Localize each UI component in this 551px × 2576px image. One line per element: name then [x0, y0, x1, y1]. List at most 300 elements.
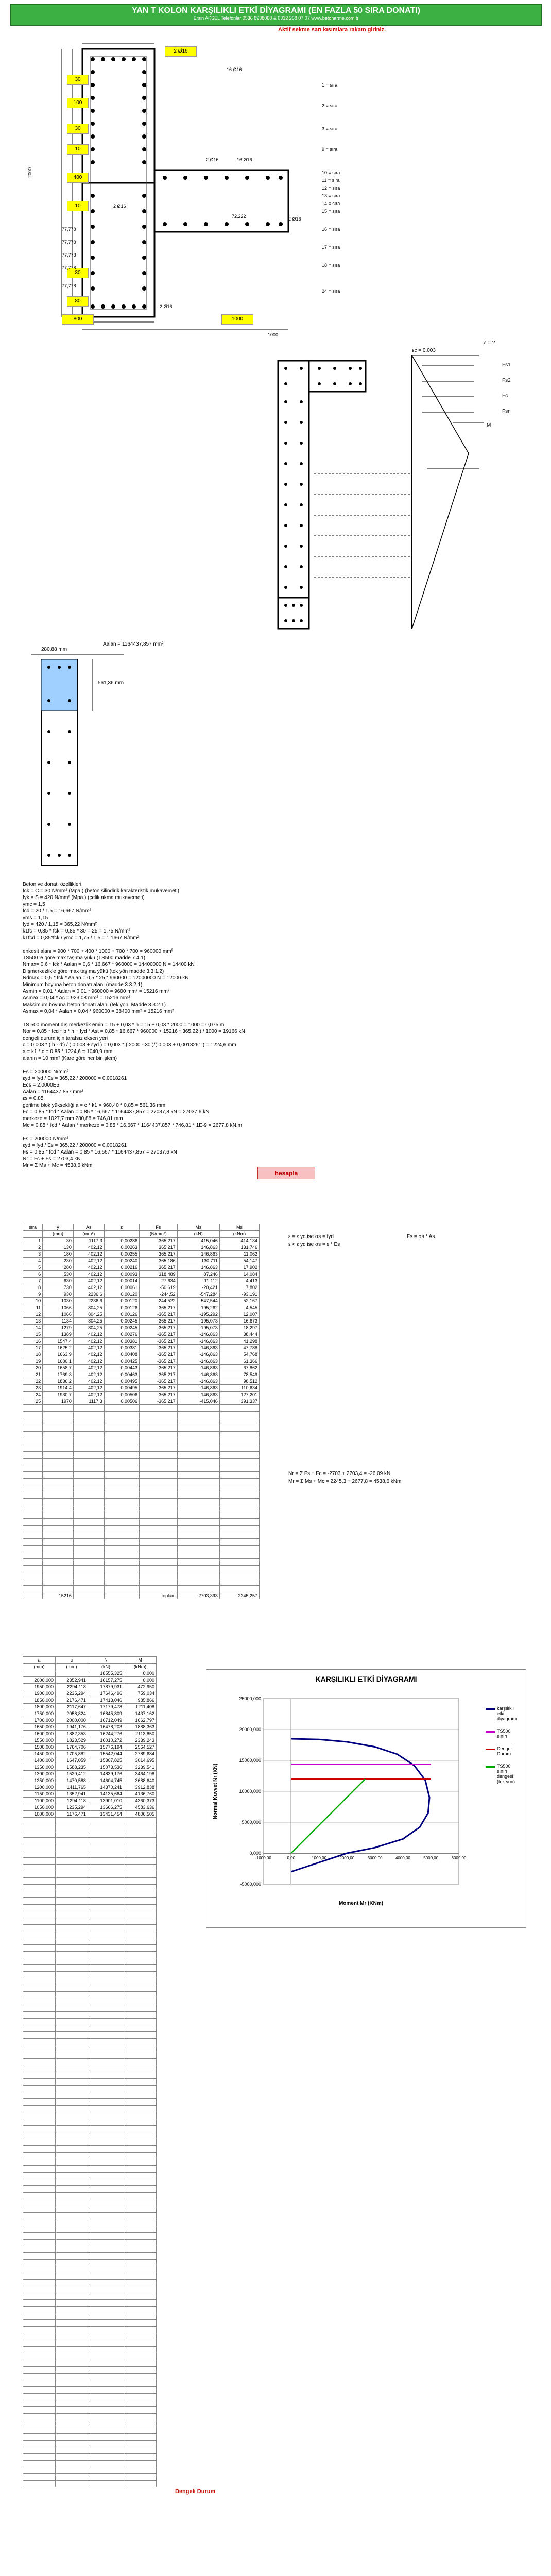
table-cell: 402,12 [73, 1331, 104, 1338]
empty-row [23, 2005, 157, 2012]
empty-row [23, 1479, 260, 1485]
legend-swatch [486, 1749, 495, 1750]
table-cell: 402,12 [73, 1244, 104, 1251]
empty-row [23, 1492, 260, 1499]
col-header: c [55, 1657, 88, 1664]
table-cell: 4,413 [219, 1278, 259, 1284]
empty-row [23, 2219, 157, 2226]
table-cell: 14 [23, 1325, 43, 1331]
table-cell: 2339,243 [124, 1737, 156, 1744]
table-cell: 17646,496 [88, 1690, 124, 1697]
table-cell: -365,217 [140, 1385, 178, 1392]
row-label-1: 1 = sıra [322, 82, 338, 88]
calc-line: Beton ve donatı özellikleri [23, 882, 81, 887]
row-label-17: 17 = sıra [322, 245, 340, 250]
force-fc: Fc [502, 393, 508, 399]
y-tick-label: -5000,000 [240, 1882, 261, 1887]
table-cell: -195,073 [177, 1325, 219, 1331]
calc-line: fyk = S = 420 N/mm² (Mpa.) (çelik akma mukavemeti) [23, 895, 145, 901]
table-cell [55, 1670, 88, 1677]
total-cell: 2245,257 [219, 1592, 259, 1599]
table-cell: 402,12 [73, 1258, 104, 1264]
empty-row [23, 1945, 157, 1952]
table-cell: 16157,275 [88, 1677, 124, 1684]
empty-row [23, 1459, 260, 1465]
calc-line: Ndmax = 0,5 * fck * Aalan = 0,5 * 25 * 960000 = 12000000 N = 12000 kN [23, 975, 189, 981]
chart-title: KARŞILIKLI ETKİ DİYAGRAMI [315, 1675, 417, 1683]
table-cell: -146,863 [177, 1351, 219, 1358]
table-cell: -365,217 [140, 1304, 178, 1311]
empty-row [23, 2273, 157, 2280]
table-cell: 804,25 [73, 1311, 104, 1318]
empty-row [23, 2213, 157, 2219]
x-tick-label: 4000,00 [395, 1856, 410, 1860]
table-cell: 1450,000 [23, 1751, 56, 1757]
table-cell: 1279 [43, 1325, 74, 1331]
table-cell: 1914,4 [43, 1385, 74, 1392]
x-tick-label: 0,00 [287, 1856, 296, 1860]
table-row [23, 1684, 157, 1690]
empty-row [23, 2065, 157, 2072]
table-cell: 0,00240 [104, 1258, 139, 1264]
table-cell: 2113,850 [124, 1731, 156, 1737]
table-cell: -365,217 [140, 1398, 178, 1405]
table-cell: 1176,471 [55, 1811, 88, 1818]
table-cell: 4136,760 [124, 1791, 156, 1798]
table-cell: -365,217 [140, 1311, 178, 1318]
table-row [23, 1238, 260, 1244]
table-cell: 1470,588 [55, 1777, 88, 1784]
table-cell: 110,634 [219, 1385, 259, 1392]
bar-label-1: 16 Ø16 [227, 67, 242, 72]
empty-row [23, 1992, 157, 1998]
table-row [23, 1791, 157, 1798]
empty-row [23, 1579, 260, 1586]
table-cell: 365,217 [140, 1251, 178, 1258]
table-cell: -415,046 [177, 1398, 219, 1405]
input-width-bottom[interactable]: 800 [62, 314, 94, 325]
input-cover-4[interactable]: 80 [67, 296, 89, 307]
table-row [23, 1338, 260, 1345]
eq-yield: ε = ε yd ise σs = fyd [288, 1234, 334, 1240]
table-cell: 14370,241 [88, 1784, 124, 1791]
table-cell: -50,619 [140, 1284, 178, 1291]
y-tick-label: 25000,000 [239, 1696, 261, 1701]
table-cell: 1700,000 [23, 1717, 56, 1724]
col-unit: (kNm) [124, 1664, 156, 1670]
table-cell: 2176,471 [55, 1697, 88, 1704]
table-cell: 280 [43, 1264, 74, 1271]
empty-row [23, 1905, 157, 1911]
table-cell: 4583,636 [124, 1804, 156, 1811]
input-spacing-2[interactable]: 10 [67, 201, 89, 211]
table-cell: 0,00286 [104, 1238, 139, 1244]
dim-sp3: 77,778 [62, 252, 76, 258]
empty-row [23, 1546, 260, 1552]
empty-row [23, 2367, 157, 2374]
table-cell: 7,802 [219, 1284, 259, 1291]
empty-row [23, 2253, 157, 2260]
table-cell: 1294,118 [55, 1798, 88, 1804]
empty-row [23, 1412, 260, 1418]
table-cell: 24 [23, 1392, 43, 1398]
table-row [23, 1291, 260, 1298]
calc-line: gerilme blok yüksekliği a = c * k1 = 960,40 * 0,85 = 561,36 mm [23, 1103, 166, 1108]
legend-item [486, 1728, 522, 1739]
table-cell: 1705,882 [55, 1751, 88, 1757]
legend-label: karşılıklı etki diyagramı [497, 1706, 518, 1721]
table-row [23, 1298, 260, 1304]
col-header: As [73, 1224, 104, 1231]
table-cell: 14135,664 [88, 1791, 124, 1798]
empty-row [23, 1425, 260, 1432]
total-row [23, 1592, 260, 1599]
empty-row [23, 2333, 157, 2340]
table-cell: 16845,809 [88, 1710, 124, 1717]
table-cell: 11,112 [177, 1278, 219, 1284]
empty-row [23, 1499, 260, 1505]
empty-row [23, 2286, 157, 2293]
input-web[interactable]: 400 [67, 173, 89, 183]
table-cell: 2235,294 [55, 1690, 88, 1697]
table-cell: 146,863 [177, 1244, 219, 1251]
table-cell: 402,12 [73, 1271, 104, 1278]
table-cell: 1300,000 [23, 1771, 56, 1777]
empty-row [23, 1978, 157, 1985]
empty-row [23, 1519, 260, 1526]
table-cell: -20,421 [177, 1284, 219, 1291]
calc-line: εyd = fyd / Es = 365,22 / 200000 = 0,0018261 [23, 1143, 127, 1148]
table-row [23, 1744, 157, 1751]
table-cell: -146,863 [177, 1385, 219, 1392]
table-cell: 1411,765 [55, 1784, 88, 1791]
table-cell: 17,902 [219, 1264, 259, 1271]
table-cell: 0,00255 [104, 1251, 139, 1258]
table-row [23, 1258, 260, 1264]
table-cell: -365,217 [140, 1392, 178, 1398]
table-row [23, 1784, 157, 1791]
table-cell: 2058,824 [55, 1710, 88, 1717]
empty-row [23, 1566, 260, 1572]
calc-line: TS 500 moment dış merkezlik emin = 15 + 0,03 * h = 15 + 0,03 * 2000 = 1000 = 0,075 m [23, 1022, 225, 1028]
table-row [23, 1351, 260, 1358]
table-row [23, 1278, 260, 1284]
table-cell: 0,00443 [104, 1365, 139, 1371]
table-cell: 30 [43, 1238, 74, 1244]
empty-row [23, 1998, 157, 2005]
table-row [23, 1710, 157, 1717]
empty-row [23, 1472, 260, 1479]
empty-row [23, 1858, 157, 1865]
calculation-block [23, 881, 435, 1169]
table-cell: 930 [43, 1291, 74, 1298]
table-cell: 20 [23, 1365, 43, 1371]
legend-label: TS500 sınırı [497, 1728, 511, 1739]
empty-row [23, 1885, 157, 1891]
table-cell: 1000,000 [23, 1811, 56, 1818]
empty-row [23, 2340, 157, 2347]
input-cover-top[interactable]: 30 [67, 75, 89, 85]
calc-line [23, 1062, 435, 1069]
table-cell: 7 [23, 1278, 43, 1284]
table-cell: 1529,412 [55, 1771, 88, 1777]
table-cell: -547,544 [177, 1298, 219, 1304]
calc-line: fcd = 20 / 1,5 = 16,667 N/mm² [23, 908, 91, 914]
table-row [23, 1764, 157, 1771]
chart-legend [486, 1706, 522, 1791]
table-row [23, 1798, 157, 1804]
table-cell: 0,00093 [104, 1271, 139, 1278]
table-row [23, 1318, 260, 1325]
empty-row [23, 1844, 157, 1851]
table-cell: 0,00276 [104, 1331, 139, 1338]
calc-line: Nr = Fc + Fs = 2703,4 kN [23, 1156, 81, 1162]
table-cell: 3239,541 [124, 1764, 156, 1771]
table-cell: -195,262 [177, 1304, 219, 1311]
empty-row [23, 2467, 157, 2474]
table-row [23, 1771, 157, 1777]
empty-row [23, 1972, 157, 1978]
input-total-width[interactable]: 1000 [221, 314, 253, 325]
empty-row [23, 2407, 157, 2414]
compression-zone-drawing [21, 649, 165, 876]
table-cell: 804,25 [73, 1318, 104, 1325]
table-cell: 3688,640 [124, 1777, 156, 1784]
empty-row [23, 1552, 260, 1559]
calculate-button[interactable]: hesapla [257, 1167, 315, 1179]
empty-row [23, 1539, 260, 1546]
table-cell: 61,366 [219, 1358, 259, 1365]
table-cell: 0,00495 [104, 1385, 139, 1392]
table-cell: 21 [23, 1371, 43, 1378]
table-cell: 67,862 [219, 1365, 259, 1371]
table-cell: 13901,010 [88, 1798, 124, 1804]
table-cell: -146,863 [177, 1392, 219, 1398]
table-cell: 0,00506 [104, 1392, 139, 1398]
table-cell: 402,12 [73, 1284, 104, 1291]
col-unit: (mm) [55, 1664, 88, 1670]
empty-row [23, 2025, 157, 2032]
empty-row [23, 1891, 157, 1898]
strain-force-diagram [257, 350, 536, 639]
table-row [23, 1757, 157, 1764]
empty-row [23, 1871, 157, 1878]
table-cell: -146,863 [177, 1371, 219, 1378]
table-cell: 18555,325 [88, 1670, 124, 1677]
table-cell: 1389 [43, 1331, 74, 1338]
empty-row [23, 1586, 260, 1592]
input-width-top[interactable]: 100 [67, 98, 89, 108]
table-cell: 1117,3 [73, 1238, 104, 1244]
balanced-note: Dengeli Durum [175, 2488, 216, 2495]
table-cell: 1625,2 [43, 1345, 74, 1351]
table-cell: 1400,000 [23, 1757, 56, 1764]
table-cell: -146,863 [177, 1331, 219, 1338]
area-note: Aalan = 1164437,857 mm² [103, 641, 164, 647]
calc-line: c = 0,003 * ( h - d') / ( 0,003 + εyd ) = 0,003 * ( 2000 - 30 )/( 0,003 + 0,0018261 ) = 1224,6 mm [23, 1042, 236, 1048]
calc-line: Dışmerkezlik'e göre max taşıma yükü (tek yön madde 3.3.1.2) [23, 969, 164, 974]
table-row [23, 1777, 157, 1784]
empty-row [23, 1925, 157, 1931]
instruction-note: Aktif sekme sarı kısımlara rakam giriniz. [278, 27, 386, 33]
empty-row [23, 2039, 157, 2045]
table-cell: 985,866 [124, 1697, 156, 1704]
col-header: M [124, 1657, 156, 1664]
table-cell: -365,217 [140, 1318, 178, 1325]
table-cell: 8 [23, 1284, 43, 1291]
table-cell: 730 [43, 1284, 74, 1291]
dim-sp5: 77,778 [62, 283, 76, 289]
table-cell: 1211,408 [124, 1704, 156, 1710]
y-axis-label: Normal Kuvvet Nr (KN) [213, 1763, 218, 1820]
legend-swatch [486, 1708, 495, 1710]
table-cell: 0,00381 [104, 1345, 139, 1351]
table-cell: 16,673 [219, 1318, 259, 1325]
total-cell [73, 1592, 104, 1599]
empty-row [23, 2012, 157, 2019]
table-row [23, 1311, 260, 1318]
dim-flange: 1000 [268, 332, 279, 337]
table-cell: 402,12 [73, 1264, 104, 1271]
table-cell: -365,217 [140, 1365, 178, 1371]
table-cell: 1117,3 [73, 1398, 104, 1405]
table-cell: 1888,363 [124, 1724, 156, 1731]
col-unit: (mm) [43, 1231, 74, 1238]
table-cell: 804,25 [73, 1304, 104, 1311]
empty-row [23, 2360, 157, 2367]
input-spacing[interactable]: 10 [67, 144, 89, 155]
col-unit: (N/mm²) [140, 1231, 178, 1238]
empty-row [23, 1898, 157, 1905]
table-cell: 9 [23, 1291, 43, 1298]
table-cell: 15 [23, 1331, 43, 1338]
table-row [23, 1331, 260, 1338]
table-cell: 15073,536 [88, 1764, 124, 1771]
table-cell: -93,191 [219, 1291, 259, 1298]
table-cell: 1882,353 [55, 1731, 88, 1737]
table-cell: 16244,276 [88, 1731, 124, 1737]
table-cell: 230 [43, 1258, 74, 1264]
table-cell: 0,00425 [104, 1358, 139, 1365]
table-cell: 130,711 [177, 1258, 219, 1264]
table-row [23, 1697, 157, 1704]
table-cell: 414,134 [219, 1238, 259, 1244]
table-cell: -195,292 [177, 1311, 219, 1318]
table-cell: 52,167 [219, 1298, 259, 1304]
col-header: sıra [23, 1224, 43, 1231]
empty-row [23, 2387, 157, 2394]
table-cell: 1066 [43, 1304, 74, 1311]
table-cell: 402,12 [73, 1365, 104, 1371]
table-row [23, 1737, 157, 1744]
empty-row [23, 2454, 157, 2461]
bar-label-3: 16 Ø16 [237, 157, 252, 162]
legend-label: TS500 sınırı dengesi (tek yön) [497, 1764, 515, 1784]
row-label-12: 12 = sıra [322, 185, 340, 191]
table-cell: 1550,000 [23, 1737, 56, 1744]
table-row [23, 1378, 260, 1385]
empty-row [23, 2240, 157, 2246]
empty-row [23, 2347, 157, 2353]
table-cell: 22 [23, 1378, 43, 1385]
table-cell: 0,000 [124, 1670, 156, 1677]
table-row [23, 1704, 157, 1710]
table-row [23, 1365, 260, 1371]
empty-row [23, 2233, 157, 2240]
sum-moment: Mr = Σ Ms + Mc = 2245,3 + 2677,8 = 4538,6 kNm [288, 1479, 402, 1484]
table-cell: -365,217 [140, 1371, 178, 1378]
header-banner [10, 4, 542, 26]
table-cell: 402,12 [73, 1358, 104, 1365]
empty-row [23, 1465, 260, 1472]
total-cell: -2703,393 [177, 1592, 219, 1599]
input-cover-3[interactable]: 30 [67, 268, 89, 278]
table-cell: 15776,194 [88, 1744, 124, 1751]
empty-row [23, 2414, 157, 2420]
calc-line: k1fc = 0,85 * fck = 0,85 * 30 = 25 = 1,75 N/mm² [23, 928, 131, 934]
table-cell: 4806,505 [124, 1811, 156, 1818]
table-row [23, 1677, 157, 1684]
empty-row [23, 2153, 157, 2159]
table-row [23, 1731, 157, 1737]
table-cell: 1600,000 [23, 1731, 56, 1737]
empty-row [23, 1931, 157, 1938]
input-bars-top[interactable]: 2 Ø16 [165, 46, 197, 57]
table-cell: 1350,000 [23, 1764, 56, 1771]
calc-line: Nor = 0,85 * fcd * b * h + fyd * Ast = 0,85 * 16,667 * 960000 + 15216 * 365,22 ) / 1000 = 19166 kN [23, 1029, 245, 1035]
table-cell: 402,12 [73, 1378, 104, 1385]
table-cell: -365,217 [140, 1345, 178, 1351]
table-cell: 1941,176 [55, 1724, 88, 1731]
table-cell: 0,000 [124, 1677, 156, 1684]
empty-row [23, 1505, 260, 1512]
row-label-15: 15 = sıra [322, 209, 340, 214]
table-cell: 2294,118 [55, 1684, 88, 1690]
table-cell: 2352,941 [55, 1677, 88, 1684]
empty-row [23, 2173, 157, 2179]
legend-swatch [486, 1731, 495, 1733]
calc-line: γms = 1,15 [23, 915, 48, 921]
table-cell: 0,00120 [104, 1291, 139, 1298]
empty-row [23, 1405, 260, 1412]
input-cover-2[interactable]: 30 [67, 124, 89, 134]
calc-line: k1fcd = 0,85*fck / γmc = 1,75 / 1,5 = 1,1667 N/mm² [23, 935, 139, 941]
dim-sp6: 72,222 [232, 214, 246, 219]
table-cell: 1950,000 [23, 1684, 56, 1690]
table-cell: 16 [23, 1338, 43, 1345]
table-cell: 1200,000 [23, 1784, 56, 1791]
empty-row [23, 2293, 157, 2300]
table-cell: 402,12 [73, 1385, 104, 1392]
calc-line [23, 1129, 435, 1136]
empty-row [23, 2260, 157, 2266]
dim-sp1: 77,778 [62, 227, 76, 232]
empty-row [23, 1918, 157, 1925]
legend-item [486, 1706, 522, 1721]
calc-line: Minimum boyuna beton donatı alanı (madde 3.3.2.1) [23, 982, 143, 988]
dim-sp2: 77,778 [62, 240, 76, 245]
table-row [23, 1398, 260, 1405]
table-cell: 17179,478 [88, 1704, 124, 1710]
empty-row [23, 2266, 157, 2273]
legend-item [486, 1764, 522, 1784]
table-cell: 12,007 [219, 1311, 259, 1318]
empty-row [23, 2427, 157, 2434]
y-tick-label: 0,000 [249, 1851, 261, 1856]
empty-row [23, 1432, 260, 1438]
row-label-2: 2 = sıra [322, 103, 338, 108]
table-row [23, 1325, 260, 1331]
